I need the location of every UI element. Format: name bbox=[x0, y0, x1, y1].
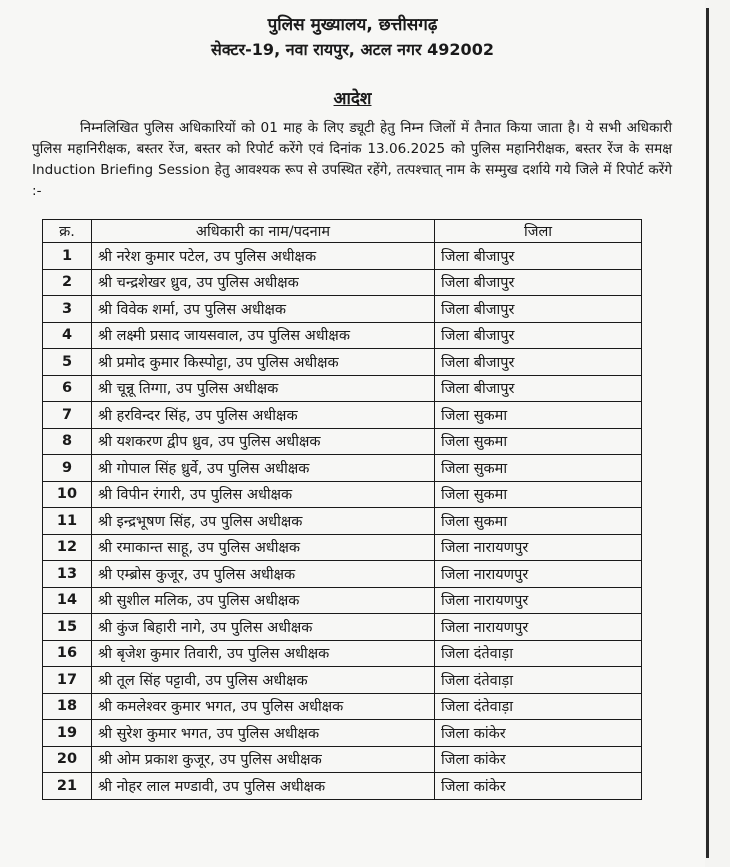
header-address: सेक्टर-19, नवा रायपुर, अटल नगर 492002 bbox=[211, 40, 494, 59]
serial-cell: 20 bbox=[43, 746, 92, 773]
serial-cell: 16 bbox=[43, 640, 92, 667]
table-row bbox=[43, 269, 642, 296]
header-officer-name: अधिकारी का नाम/पदनाम bbox=[92, 220, 435, 243]
district-cell: जिला बीजापुर bbox=[435, 349, 642, 376]
serial-cell: 2 bbox=[43, 269, 92, 296]
district-cell: जिला सुकमा bbox=[435, 402, 642, 429]
district-cell: जिला नारायणपुर bbox=[435, 587, 642, 614]
posting-table bbox=[42, 219, 642, 800]
table-row bbox=[43, 773, 642, 800]
district-cell: जिला बीजापुर bbox=[435, 296, 642, 323]
district-cell: जिला बीजापुर bbox=[435, 322, 642, 349]
officer-name-cell: श्री कुंज बिहारी नागे, उप पुलिस अधीक्षक bbox=[92, 614, 435, 641]
district-cell: जिला सुकमा bbox=[435, 508, 642, 535]
serial-cell: 11 bbox=[43, 508, 92, 535]
serial-cell: 10 bbox=[43, 481, 92, 508]
header-serial: क्र. bbox=[43, 220, 92, 243]
serial-cell: 4 bbox=[43, 322, 92, 349]
district-cell: जिला सुकमा bbox=[435, 428, 642, 455]
officer-name-cell: श्री गोपाल सिंह ध्रुर्वे, उप पुलिस अधीक्षक bbox=[92, 455, 435, 482]
order-paragraph: निम्नलिखित पुलिस अधिकारियों को 01 माह के लिए ड्यूटी हेतु निम्न जिलों में तैनात किया जाता है। ये सभी अधिकारी पुलिस महानिरीक्षक, बस्तर रेंज, बस्तर को रिपोर्ट करेंगे एवं दिनांक 13.06.2025 को पुलिस महानिरीक्षक, बस्तर रेंज के समक्ष Induction Briefing Session हेतु आवश्यक रूप से उपस्थित रहेंगे, तत्पश्चात् नाम के सम्मुख दर्शाये गये जिले में रिपोर्ट करेंगे :- bbox=[32, 120, 672, 199]
officer-name-cell: श्री नरेश कुमार पटेल, उप पुलिस अधीक्षक bbox=[92, 243, 435, 270]
district-cell: जिला बीजापुर bbox=[435, 269, 642, 296]
table-row bbox=[43, 746, 642, 773]
page-edge-line bbox=[706, 8, 709, 858]
officer-name-cell: श्री लक्ष्मी प्रसाद जायसवाल, उप पुलिस अधीक्षक bbox=[92, 322, 435, 349]
serial-cell: 13 bbox=[43, 561, 92, 588]
officer-name-cell: श्री विवेक शर्मा, उप पुलिस अधीक्षक bbox=[92, 296, 435, 323]
officer-name-cell: श्री ओम प्रकाश कुजूर, उप पुलिस अधीक्षक bbox=[92, 746, 435, 773]
serial-cell: 9 bbox=[43, 455, 92, 482]
table-row bbox=[43, 322, 642, 349]
officer-name-cell: श्री चून्नू तिग्गा, उप पुलिस अधीक्षक bbox=[92, 375, 435, 402]
table-row bbox=[43, 428, 642, 455]
serial-cell: 19 bbox=[43, 720, 92, 747]
table-row bbox=[43, 455, 642, 482]
serial-cell: 12 bbox=[43, 534, 92, 561]
district-cell: जिला नारायणपुर bbox=[435, 534, 642, 561]
officer-name-cell: श्री इन्द्रभूषण सिंह, उप पुलिस अधीक्षक bbox=[92, 508, 435, 535]
table-row bbox=[43, 640, 642, 667]
table-row bbox=[43, 720, 642, 747]
table-row bbox=[43, 534, 642, 561]
serial-cell: 7 bbox=[43, 402, 92, 429]
district-cell: जिला नारायणपुर bbox=[435, 614, 642, 641]
officer-name-cell: श्री चन्द्रशेखर ध्रुव, उप पुलिस अधीक्षक bbox=[92, 269, 435, 296]
table-row bbox=[43, 561, 642, 588]
table-row bbox=[43, 667, 642, 694]
officer-name-cell: श्री सुरेश कुमार भगत, उप पुलिस अधीक्षक bbox=[92, 720, 435, 747]
district-cell: जिला बीजापुर bbox=[435, 243, 642, 270]
serial-cell: 15 bbox=[43, 614, 92, 641]
table-row bbox=[43, 296, 642, 323]
officer-name-cell: श्री सुशील मलिक, उप पुलिस अधीक्षक bbox=[92, 587, 435, 614]
table-row bbox=[43, 693, 642, 720]
order-title: आदेश bbox=[333, 89, 372, 109]
table-row bbox=[43, 349, 642, 376]
officer-name-cell: श्री तूल सिंह पट्टावी, उप पुलिस अधीक्षक bbox=[92, 667, 435, 694]
serial-cell: 18 bbox=[43, 693, 92, 720]
officer-name-cell: श्री यशकरण द्वीप ध्रुव, उप पुलिस अधीक्षक bbox=[92, 428, 435, 455]
officer-name-cell: श्री एम्ब्रोस कुजूर, उप पुलिस अधीक्षक bbox=[92, 561, 435, 588]
officer-name-cell: श्री कमलेश्वर कुमार भगत, उप पुलिस अधीक्षक bbox=[92, 693, 435, 720]
officer-name-cell: श्री प्रमोद कुमार किस्पोट्टा, उप पुलिस अधीक्षक bbox=[92, 349, 435, 376]
officer-name-cell: श्री बृजेश कुमार तिवारी, उप पुलिस अधीक्षक bbox=[92, 640, 435, 667]
serial-cell: 14 bbox=[43, 587, 92, 614]
table-row bbox=[43, 614, 642, 641]
table-row bbox=[43, 508, 642, 535]
table-row bbox=[43, 243, 642, 270]
serial-cell: 5 bbox=[43, 349, 92, 376]
serial-cell: 17 bbox=[43, 667, 92, 694]
serial-cell: 6 bbox=[43, 375, 92, 402]
table-row bbox=[43, 375, 642, 402]
officer-name-cell: श्री विपीन रंगारी, उप पुलिस अधीक्षक bbox=[92, 481, 435, 508]
district-cell: जिला नारायणपुर bbox=[435, 561, 642, 588]
district-cell: जिला दंतेवाड़ा bbox=[435, 667, 642, 694]
serial-cell: 8 bbox=[43, 428, 92, 455]
header-office: पुलिस मुख्यालय, छत्तीसगढ़ bbox=[267, 15, 438, 35]
officer-name-cell: श्री रमाकान्त साहू, उप पुलिस अधीक्षक bbox=[92, 534, 435, 561]
district-cell: जिला कांकेर bbox=[435, 773, 642, 800]
table-row bbox=[43, 402, 642, 429]
district-cell: जिला दंतेवाड़ा bbox=[435, 640, 642, 667]
header-district: जिला bbox=[435, 220, 642, 243]
table-row bbox=[43, 587, 642, 614]
district-cell: जिला बीजापुर bbox=[435, 375, 642, 402]
district-cell: जिला कांकेर bbox=[435, 720, 642, 747]
district-cell: जिला दंतेवाड़ा bbox=[435, 693, 642, 720]
serial-cell: 3 bbox=[43, 296, 92, 323]
district-cell: जिला कांकेर bbox=[435, 746, 642, 773]
district-cell: जिला सुकमा bbox=[435, 481, 642, 508]
officer-name-cell: श्री हरविन्दर सिंह, उप पुलिस अधीक्षक bbox=[92, 402, 435, 429]
serial-cell: 1 bbox=[43, 243, 92, 270]
table-header-row bbox=[43, 220, 642, 243]
district-cell: जिला सुकमा bbox=[435, 455, 642, 482]
table-row bbox=[43, 481, 642, 508]
serial-cell: 21 bbox=[43, 773, 92, 800]
officer-name-cell: श्री नोहर लाल मण्डावी, उप पुलिस अधीक्षक bbox=[92, 773, 435, 800]
